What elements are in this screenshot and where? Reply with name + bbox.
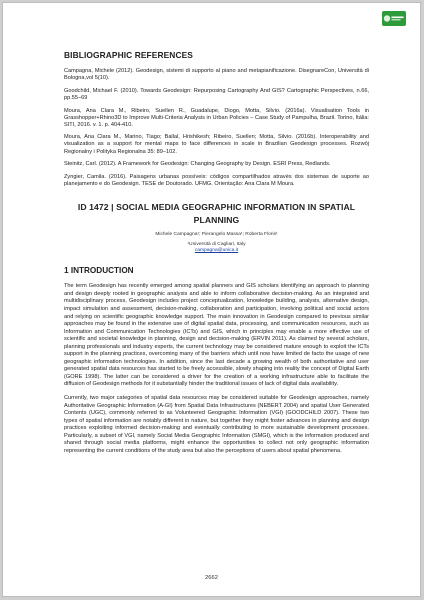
reference-entry: Moura, Ana Clara M., Ribeiro, Suellen R., Guadalupe, Diogo, Motta, Silvio. (2016a). Visualisation Tools in Grasshopper+Rhino3D to Improve Multi-Criteria Analysis in Urban Policies – Case Study of Pampulha, Brazil. Torino, Itália: SITI, 2016. v. 1. p. 404-410. xyxy=(64,107,369,128)
reference-entry: Zyngier, Camila. (2016). Paisagens urbanas possíveis: códigos compartilhados através dos sistemas de suporte ao planejamento e do Geodesign. TESE de Doutorado. UFMG. Orientação: Ana Clara M Moura. xyxy=(64,173,369,187)
paper-authors: Michele Campagna¹; Pierangelo Massa¹; Roberta Floris¹ xyxy=(155,231,278,237)
introduction-heading: 1 INTRODUCTION xyxy=(64,266,134,276)
reference-entry: Steinitz, Carl. (2012). A Framework for Geodesign: Changing Geography by Design. ESRI Press, Redlands. xyxy=(64,161,331,168)
conference-logo xyxy=(382,11,406,26)
bibliography-heading: BIBLIOGRAPHIC REFERENCES xyxy=(64,50,193,60)
page-content xyxy=(64,51,369,461)
author-email-link[interactable]: campagna@unica.it xyxy=(194,248,239,254)
introduction-paragraph: The term Geodesign has recently emerged among spatial planners and GIS scholars identifying an approach to planning and design deeply rooted in geographic analysis and able to inform collaborative decision-making. As an integrated and multidisciplinary process, Geodesign includes project conceptualization, knowledge building, analysis, alternative design, impact simulation and assessment, decision-making, collaboration and participation, involving political and social actors and relying on scientific geographic knowledge support. The main innovation in Geodesign compared to previous similar approaches may be found in the extensive use of digital spatial data, processing, and communication resources, such as Information and Communication Technologies (ICTs) and GIS, which in principles may enable a more effective use of scientific and societal knowledge in planning, design and decision-making (ERVIN 2011). As claimed by several scholars, planning professionals and industry experts, the current technology may be considered mature enough to exploit the ICTs support in the planning practices, overcoming many of the barriers which until now have limited de facto the usage of new geographic information technologies. In addition, since the last decade a growing wealth of both authoritative and user generated spatial data resources has started to be freely accessible, slowly shaping into reality the concept of Digital Earth (GORE 1998). The latter can be considered a driver for the creation of a working infrastructure able to facilitate the diffusion of Geodesign methods for it substantially hinder the traditional issues of lack of digital data availability. xyxy=(64,283,369,388)
page-number: 2662 xyxy=(205,575,218,581)
paper-affiliation: ¹Università di Cagliari, Italy xyxy=(187,241,246,247)
reference-entry: Moura, Ana Clara M., Marino, Tiago; Ballal, Hrishikesh; Ribeiro, Suellen; Motta, Silvio. (2016b). Interoperability and visualization as a support for mental maps to face differences in scale in Brazilian Geodesign processes. Rozwój Regionalny i Polityka Regionalna 35: 89–102. xyxy=(64,134,369,155)
paper-page xyxy=(2,2,421,597)
reference-entry: Goodchild, Michael F. (2010). Towards Geodesign: Repurposing Cartography And GIS? Cartographic Perspectives, n.66, pp.55–69 xyxy=(64,87,369,102)
reference-entry: Campagna, Michele (2012). Geodesign, sistemi di supporto al piano and metapianificazione. DisegnareCon, Università di Bologna,vol 5(10). xyxy=(64,68,369,82)
paper-title: ID 1472 | SOCIAL MEDIA GEOGRAPHIC INFORMATION IN SPATIAL PLANNING xyxy=(77,201,356,226)
introduction-paragraph: Currently, two major categories of spatial data resources may be considered suitable for Geodesign approaches, namely Authoritative Geographic Information (A-GI) from Spatial Data Infrastructures (NEBERT 2004) and spatial User Generated Contents (UGC), commonly referred to as Volunteered Geographic Information (VGI) (GOODCHILD 2007). These two types of spatial information are notably different in nature, but together they might foster advances in planning and design practices exploiting informed decision-making and eventually contributing to more sustainable development processes. Particularly, a subset of VGI, namely Social Media Geographic Information (SMGI), which is the information produced and shared through social media platforms, might enhance the opportunities to collect not only geographic information representing the current conditions of the study area but also the perceptions of users about spatial phenomena. xyxy=(64,394,369,454)
